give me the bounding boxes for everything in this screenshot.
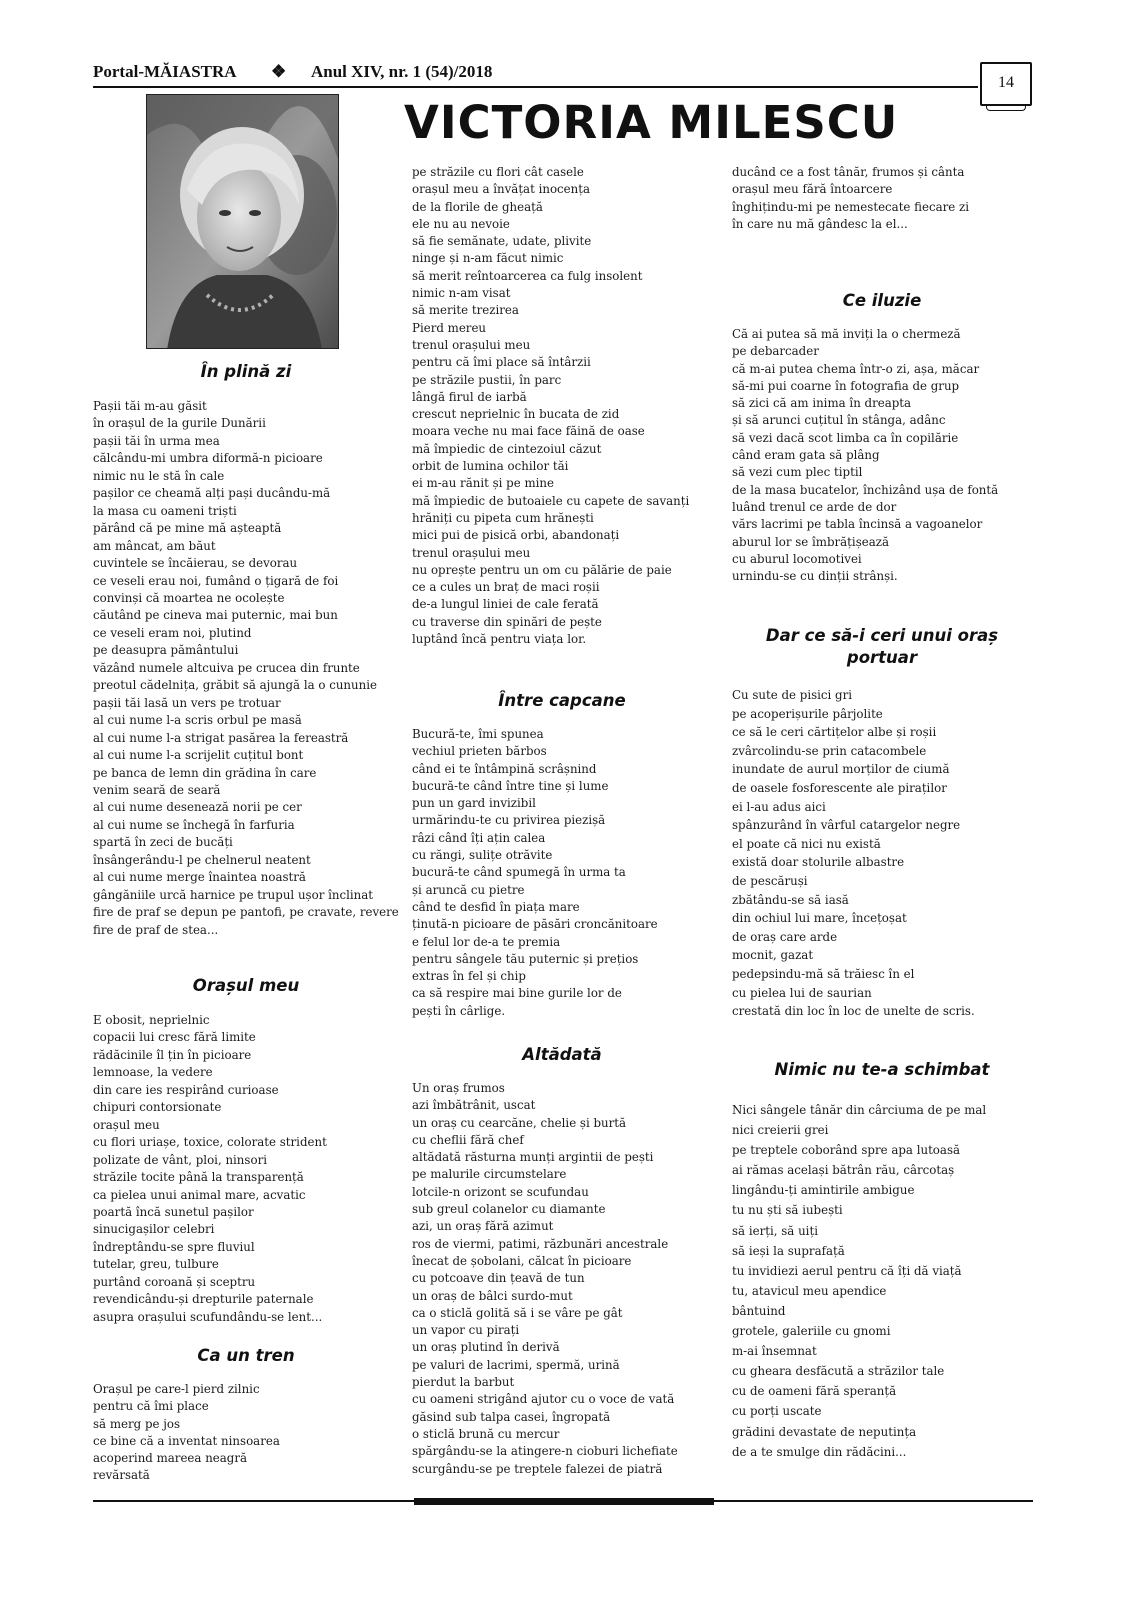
poem-line: al cui nume se închegă în farfuria — [93, 817, 295, 832]
poem-line: lotcile-n orizont se scufundau — [412, 1184, 589, 1199]
poem-line: Orașul pe care-l pierd zilnic — [93, 1382, 260, 1396]
poem-line: pe valuri de lacrimi, spermă, urină — [412, 1357, 620, 1372]
poem-line: de-a lungul liniei de cale ferată — [412, 597, 599, 612]
poem-lines — [93, 398, 399, 939]
poem-line: fire de praf se depun pe pantofi, pe cravate, revere — [93, 905, 399, 920]
poem-line: însângerându-l pe chelnerul neatent — [93, 852, 311, 867]
poem-line: de la masa bucatelor, închizând ușa de fontă — [732, 482, 999, 497]
poem-line: tu, atavicul meu apendice — [732, 1283, 887, 1298]
poem-line: râzi când îți ațin calea — [412, 830, 546, 845]
poem-line: grotele, galeriile cu gnomi — [732, 1324, 891, 1339]
poem-line: să vezi cum plec tiptil — [732, 465, 863, 480]
poem-line: că m-ai putea chema într-o zi, așa, măcar — [732, 361, 980, 376]
poem-line: sub greul colanelor cu diamante — [412, 1202, 606, 1217]
poem-line: spărgându-se la atingere-n cioburi lichefiate — [412, 1444, 678, 1459]
poem-title: Altădată — [522, 1045, 602, 1064]
poem-line: nici creierii grei — [732, 1123, 829, 1138]
poem-line: orașul meu — [93, 1117, 160, 1132]
poem-line: pentru sângele tău puternic și prețios — [412, 951, 639, 966]
poem-line: orașul meu fără întoarcere — [732, 182, 893, 197]
poem-line: crestată din loc în loc de unelte de scris. — [732, 1004, 975, 1019]
poem-line: gângăniile urcă harnice pe trupul ușor înclinat — [93, 887, 373, 902]
poem-line: în orașul de la gurile Dunării — [93, 416, 266, 431]
poem-line: luptând încă pentru viața lor. — [412, 632, 587, 647]
poem-title-line: portuar — [846, 648, 918, 667]
poem-line: pe malurile circumstelare — [412, 1167, 567, 1182]
poem-title: În plină zi — [200, 362, 292, 381]
poem-line: bucură-te când între tine și lume — [412, 778, 609, 793]
author-name: VICTORIA MILESCU — [404, 96, 899, 149]
poem-line: de pescăruși — [732, 873, 808, 888]
poem-line: și aruncă cu pietre — [412, 882, 525, 897]
poem-line: înecat de șobolani, călcat în picioare — [412, 1253, 632, 1268]
poem-line: poartă încă sunetul pașilor — [93, 1204, 254, 1219]
poem-line: ce a cules un braț de maci roșii — [412, 580, 600, 595]
poem-line: străzile tocite până la transparență — [93, 1170, 304, 1185]
poem-line: asupra orașului scufundându-se lent... — [93, 1309, 323, 1324]
poem-line: orbit de lumina ochilor tăi — [412, 459, 569, 474]
poem-line: văzând numele altcuiva pe crucea din frunte — [93, 660, 360, 675]
poem-line: azi îmbătrânit, uscat — [412, 1098, 536, 1113]
poem-line: pe acoperișurile pârjolite — [732, 706, 883, 721]
poem-line: pe străzile cu flori cât casele — [412, 165, 584, 179]
poem-line: cu oameni strigând ajutor cu o voce de vată — [412, 1392, 675, 1407]
poem-line: hrăniți cu pipeta cum hrănești — [412, 510, 594, 525]
poem-line: trenul orașului meu — [412, 545, 531, 560]
poem-line: pe banca de lemn din grădina în care — [93, 765, 317, 780]
poem-lines — [93, 1381, 280, 1485]
poem-line: cu pielea lui de saurian — [732, 985, 872, 1000]
poem-line: pentru că îmi place să întârzii — [412, 355, 591, 370]
poem-line: îndreptându-se spre fluviul — [93, 1239, 255, 1254]
poem-line: ei m-au rănit și pe mine — [412, 476, 554, 491]
poem-line: pun un gard invizibil — [412, 796, 536, 811]
poem-line: al cui nume l-a scrijelit cuțitul bont — [93, 748, 304, 763]
poem-line: rădăcinile îl țin în picioare — [93, 1047, 252, 1062]
poem-line: E obosit, neprielnic — [93, 1013, 210, 1027]
poem-line: pașii tăi în urma mea — [93, 433, 220, 448]
poem-line: al cui nume l-a strigat pasărea la fereastră — [93, 730, 349, 745]
poem-line: nimic nu le stă în cale — [93, 468, 225, 483]
poem-line: există doar stolurile albastre — [732, 855, 905, 870]
poem-line: luând trenul ce arde de dor — [732, 499, 897, 514]
poem-line: urnindu-se cu dinții strânși. — [732, 569, 898, 584]
poem-line: nimic n-am visat — [412, 286, 511, 301]
poem-line: ros de viermi, patimi, răzbunări ancestrale — [412, 1236, 669, 1251]
poem-line: cu potcoave din țeavă de tun — [412, 1271, 585, 1286]
poem-line: pierdut la barbut — [412, 1375, 515, 1390]
poem-line: urmărindu-te cu privirea piezișă — [412, 813, 606, 828]
poem-line: ce veseli eram noi, plutind — [93, 625, 252, 640]
poem-line: cuvintele se încăierau, se devorau — [93, 556, 298, 571]
poem-line: cu flori uriașe, toxice, colorate strident — [93, 1135, 327, 1150]
page-number-box — [980, 62, 1032, 106]
publication-name: Portal-MĂIASTRA — [93, 62, 237, 81]
poem-line: Pierd mereu — [412, 320, 487, 335]
poem-line: Pașii tăi m-au găsit — [93, 399, 207, 413]
poem-title: Nimic nu te-a schimbat — [774, 1060, 990, 1079]
poem-line: lângă firul de iarbă — [412, 389, 527, 404]
poem-lines-continued — [732, 164, 969, 233]
page-number: 14 — [998, 74, 1014, 91]
poem-line: el poate că nici nu există — [732, 836, 881, 851]
poem-line: am mâncat, am băut — [93, 538, 216, 553]
poem-line: să ieși la suprafață — [732, 1243, 845, 1258]
poem-line: acoperind mareea neagră — [93, 1451, 248, 1466]
poem-line: orașul meu a învățat inocența — [412, 182, 591, 197]
poem-line: aburul lor se îmbrățișează — [732, 534, 890, 549]
poem-lines — [93, 1012, 327, 1326]
poem-line: revărsată — [93, 1468, 150, 1483]
poem-line: purtând coroană și sceptru — [93, 1274, 256, 1289]
poem-line: cu de oameni fără speranță — [732, 1384, 897, 1399]
poem-line: ce veseli erau noi, fumând o țigară de foi — [93, 573, 339, 588]
poem-line: copacii lui cresc fără limite — [93, 1030, 256, 1045]
poem-line: ca pielea unui animal mare, acvatic — [93, 1187, 306, 1202]
poem-lines — [412, 726, 658, 1020]
poem-line: cu răngi, sulițe otrăvite — [412, 848, 553, 863]
poem-line: Cu sute de pisici gri — [732, 688, 853, 702]
poem-line: găsind sub talpa casei, îngropată — [412, 1409, 611, 1424]
poem-line: și să arunci cuțitul în stânga, adânc — [732, 413, 946, 428]
poem-line: un oraș cu cearcăne, chelie și burtă — [412, 1115, 627, 1130]
poem-line: moara veche nu mai face făină de oase — [412, 424, 645, 439]
poem-line: cu aburul locomotivei — [732, 551, 862, 566]
poem-lines-continued — [412, 164, 689, 648]
poem-line: ai rămas același bătrân rău, cârcotaș — [732, 1163, 955, 1178]
poem-line: spânzurând în vârful catargelor negre — [732, 818, 961, 833]
poem-line: călcându-mi umbra diformă-n picioare — [93, 451, 323, 466]
poem-line: tu nu ști să iubești — [732, 1203, 843, 1218]
poem-line: revendicându-și drepturile paternale — [93, 1292, 314, 1307]
poem-line: extras în fel și chip — [412, 969, 526, 984]
poem-line: când te desfid în piața mare — [412, 899, 580, 914]
poem-line: pe deasupra pământului — [93, 643, 239, 658]
poem-line: să ierți, să uiți — [732, 1223, 818, 1238]
poem-line: polizate de vânt, ploi, ninsori — [93, 1152, 267, 1167]
poem-line: pedepsindu-mă să trăiesc în el — [732, 966, 915, 981]
poem-line: să fie semănate, udate, plivite — [412, 234, 592, 249]
poem-line: ce să le ceri cărtițelor albe și roșii — [732, 725, 937, 740]
poem-line: tu invidiezi aerul pentru că îți dă viață — [732, 1263, 962, 1278]
poem-line: vechiul prieten bărbos — [412, 744, 547, 759]
poem-line: convinși că moartea ne ocolește — [93, 590, 285, 605]
poem-line: înghițindu-mi pe nemestecate fiecare zi — [732, 199, 970, 214]
poem-line: lemnoase, la vedere — [93, 1065, 213, 1080]
poem-line: m-ai însemnat — [732, 1344, 817, 1359]
poem-line: de oasele fosforescente ale piraților — [732, 780, 947, 795]
poem-line: să-mi pui coarne în fotografia de grup — [732, 378, 960, 393]
poem-line: grădini devastate de neputința — [732, 1424, 917, 1439]
poem-line: scurgându-se pe treptele falezei de piatră — [412, 1461, 663, 1476]
poem-line: să merg pe jos — [93, 1416, 181, 1431]
poem-line: Că ai putea să mă inviți la o chermeză — [732, 327, 961, 341]
poem-line: mă împiedic de cintezoiul căzut — [412, 441, 602, 456]
poem-line: nu oprește pentru un om cu pălărie de paie — [412, 562, 672, 577]
poem-line: căutând pe cineva mai puternic, mai bun — [93, 608, 338, 623]
poem-line: crescut neprielnic în bucata de zid — [412, 407, 620, 422]
poem-line: mocnit, gazat — [732, 948, 814, 963]
poem-line: la masa cu oameni triști — [93, 503, 237, 518]
poem-line: când ei te întâmpină scrâșnind — [412, 761, 597, 776]
poem-line: zvârcolindu-se prin catacombele — [732, 743, 927, 758]
poem-line: părând că pe mine mă așteaptă — [93, 521, 282, 536]
poem-line: să vezi dacă scot limba ca în copilărie — [732, 430, 959, 445]
poem-line: ei l-au adus aici — [732, 799, 826, 814]
poem-line: lingându-ți amintirile ambigue — [732, 1183, 915, 1198]
poem-line: pașii tăi lasă un vers pe trotuar — [93, 695, 281, 710]
poem-line: să merite trezirea — [412, 303, 519, 318]
poem-line: de la florile de gheață — [412, 199, 543, 214]
poem-line: ele nu au nevoie — [412, 216, 510, 231]
poem-line: cu gheara desfăcută a străzilor tale — [732, 1364, 945, 1379]
poem-line: fire de praf de stea... — [93, 922, 219, 937]
poem-line: mici pui de pisică orbi, abandonați — [412, 528, 620, 543]
poem-line: chipuri contorsionate — [93, 1100, 222, 1115]
poem-line: Nici sângele tânăr din cârciuma de pe mal — [732, 1103, 987, 1117]
poem-line: pentru că îmi place — [93, 1399, 209, 1414]
poem-line: tutelar, greu, tulbure — [93, 1257, 219, 1272]
poem-line: din ochiul lui mare, încețoșat — [732, 911, 907, 926]
poem-line: să merit reîntoarcerea ca fulg insolent — [412, 268, 643, 283]
poem-title: Ce iluzie — [842, 291, 922, 310]
poem-title: Ca un tren — [197, 1346, 295, 1365]
poem-line: vărs lacrimi pe tabla încinsă a vagoanelor — [732, 517, 983, 532]
poem-line: azi, un oraș fără azimut — [412, 1219, 554, 1234]
page-header — [93, 62, 978, 86]
poem-title: Orașul meu — [192, 976, 300, 995]
poem-lines — [412, 1080, 678, 1478]
header-rule — [93, 86, 978, 88]
ornament-separator-icon: ❖ — [271, 62, 287, 81]
poem-line: Bucură-te, îmi spunea — [412, 727, 544, 741]
poem-line: preotul cădelnița, grăbit să ajungă la o cununie — [93, 678, 377, 693]
poem-line: al cui nume l-a scris orbul pe masă — [93, 713, 302, 728]
poem-line: spartă în zeci de bucăți — [93, 835, 233, 850]
poem-line: inundate de aurul morților de ciumă — [732, 762, 950, 777]
poem-lines — [732, 1100, 986, 1462]
poem-line: pe străzile pustii, în parc — [412, 372, 562, 387]
poem-line: ninge și n-am făcut nimic — [412, 251, 564, 266]
poem-line: altădată răsturna munți argintii de pești — [412, 1150, 654, 1165]
poem-lines — [732, 326, 998, 585]
poem-line: în care nu mă gândesc la el... — [732, 216, 908, 231]
poem-line: ducând ce a fost tânăr, frumos și cânta — [732, 165, 965, 179]
poem-title-line: Dar ce să-i ceri unui oraș — [765, 626, 999, 645]
poem-line: să zici că am inima în dreapta — [732, 396, 912, 411]
issue-info: Anul XIV, nr. 1 (54)/2018 — [311, 62, 493, 81]
poem-line: sinucigașilor celebri — [93, 1222, 215, 1237]
poem-line: o sticlă brună cu mercur — [412, 1426, 560, 1441]
poem-line: Un oraș frumos — [412, 1081, 505, 1095]
poem-line: venim seară de seară — [93, 782, 221, 797]
poem-line: de oraș care arde — [732, 929, 838, 944]
poem-line: din care ies respirând curioase — [93, 1082, 279, 1097]
poem-line: mă împiedic de butoaiele cu capete de savanți — [412, 493, 690, 508]
poem-line: ca o sticlă golită să i se vâre pe gât — [412, 1305, 623, 1320]
poem-line: pe debarcader — [732, 344, 819, 359]
author-photo — [146, 94, 339, 349]
poem-line: e felul lor de-a te premia — [412, 934, 561, 949]
poem-line: trenul orașului meu — [412, 337, 531, 352]
poem-line: zbătându-se să iasă — [732, 892, 849, 907]
poem-lines — [732, 686, 975, 1021]
poem-line: un oraș plutind în derivă — [412, 1340, 560, 1355]
poem-line: ținută-n picioare de păsări croncănitoare — [412, 917, 658, 932]
poem-line: un oraș de bâlci surdo-mut — [412, 1288, 573, 1303]
footer-bar — [414, 1498, 714, 1505]
poem-line: pești în cârlige. — [412, 1003, 506, 1018]
poem-line: pașilor ce cheamă alți pași ducându-mă — [93, 486, 331, 501]
poem-line: de a te smulge din rădăcini... — [732, 1444, 907, 1459]
poem-line: un vapor cu pirați — [412, 1323, 520, 1338]
poem-line: bântuind — [732, 1303, 786, 1318]
poem-line: cu traverse din spinări de pește — [412, 614, 602, 629]
poem-line: pe treptele coborând spre apa lutoasă — [732, 1143, 961, 1158]
poem-line: al cui nume merge înaintea noastră — [93, 870, 306, 885]
poem-line: al cui nume desenează norii pe cer — [93, 800, 302, 815]
poem-line: când eram gata să plâng — [732, 448, 880, 463]
poem-line: ca să respire mai bine gurile lor de — [412, 986, 622, 1001]
poem-line: ce bine că a inventat ninsoarea — [93, 1433, 280, 1448]
poem-line: cu cheflii fără chef — [412, 1132, 524, 1147]
poem-title: Între capcane — [498, 691, 626, 710]
poem-line: bucură-te când spumegă în urma ta — [412, 865, 626, 880]
poem-line: cu porți uscate — [732, 1404, 822, 1419]
portrait-image — [147, 95, 339, 349]
poem-title — [752, 625, 1012, 669]
